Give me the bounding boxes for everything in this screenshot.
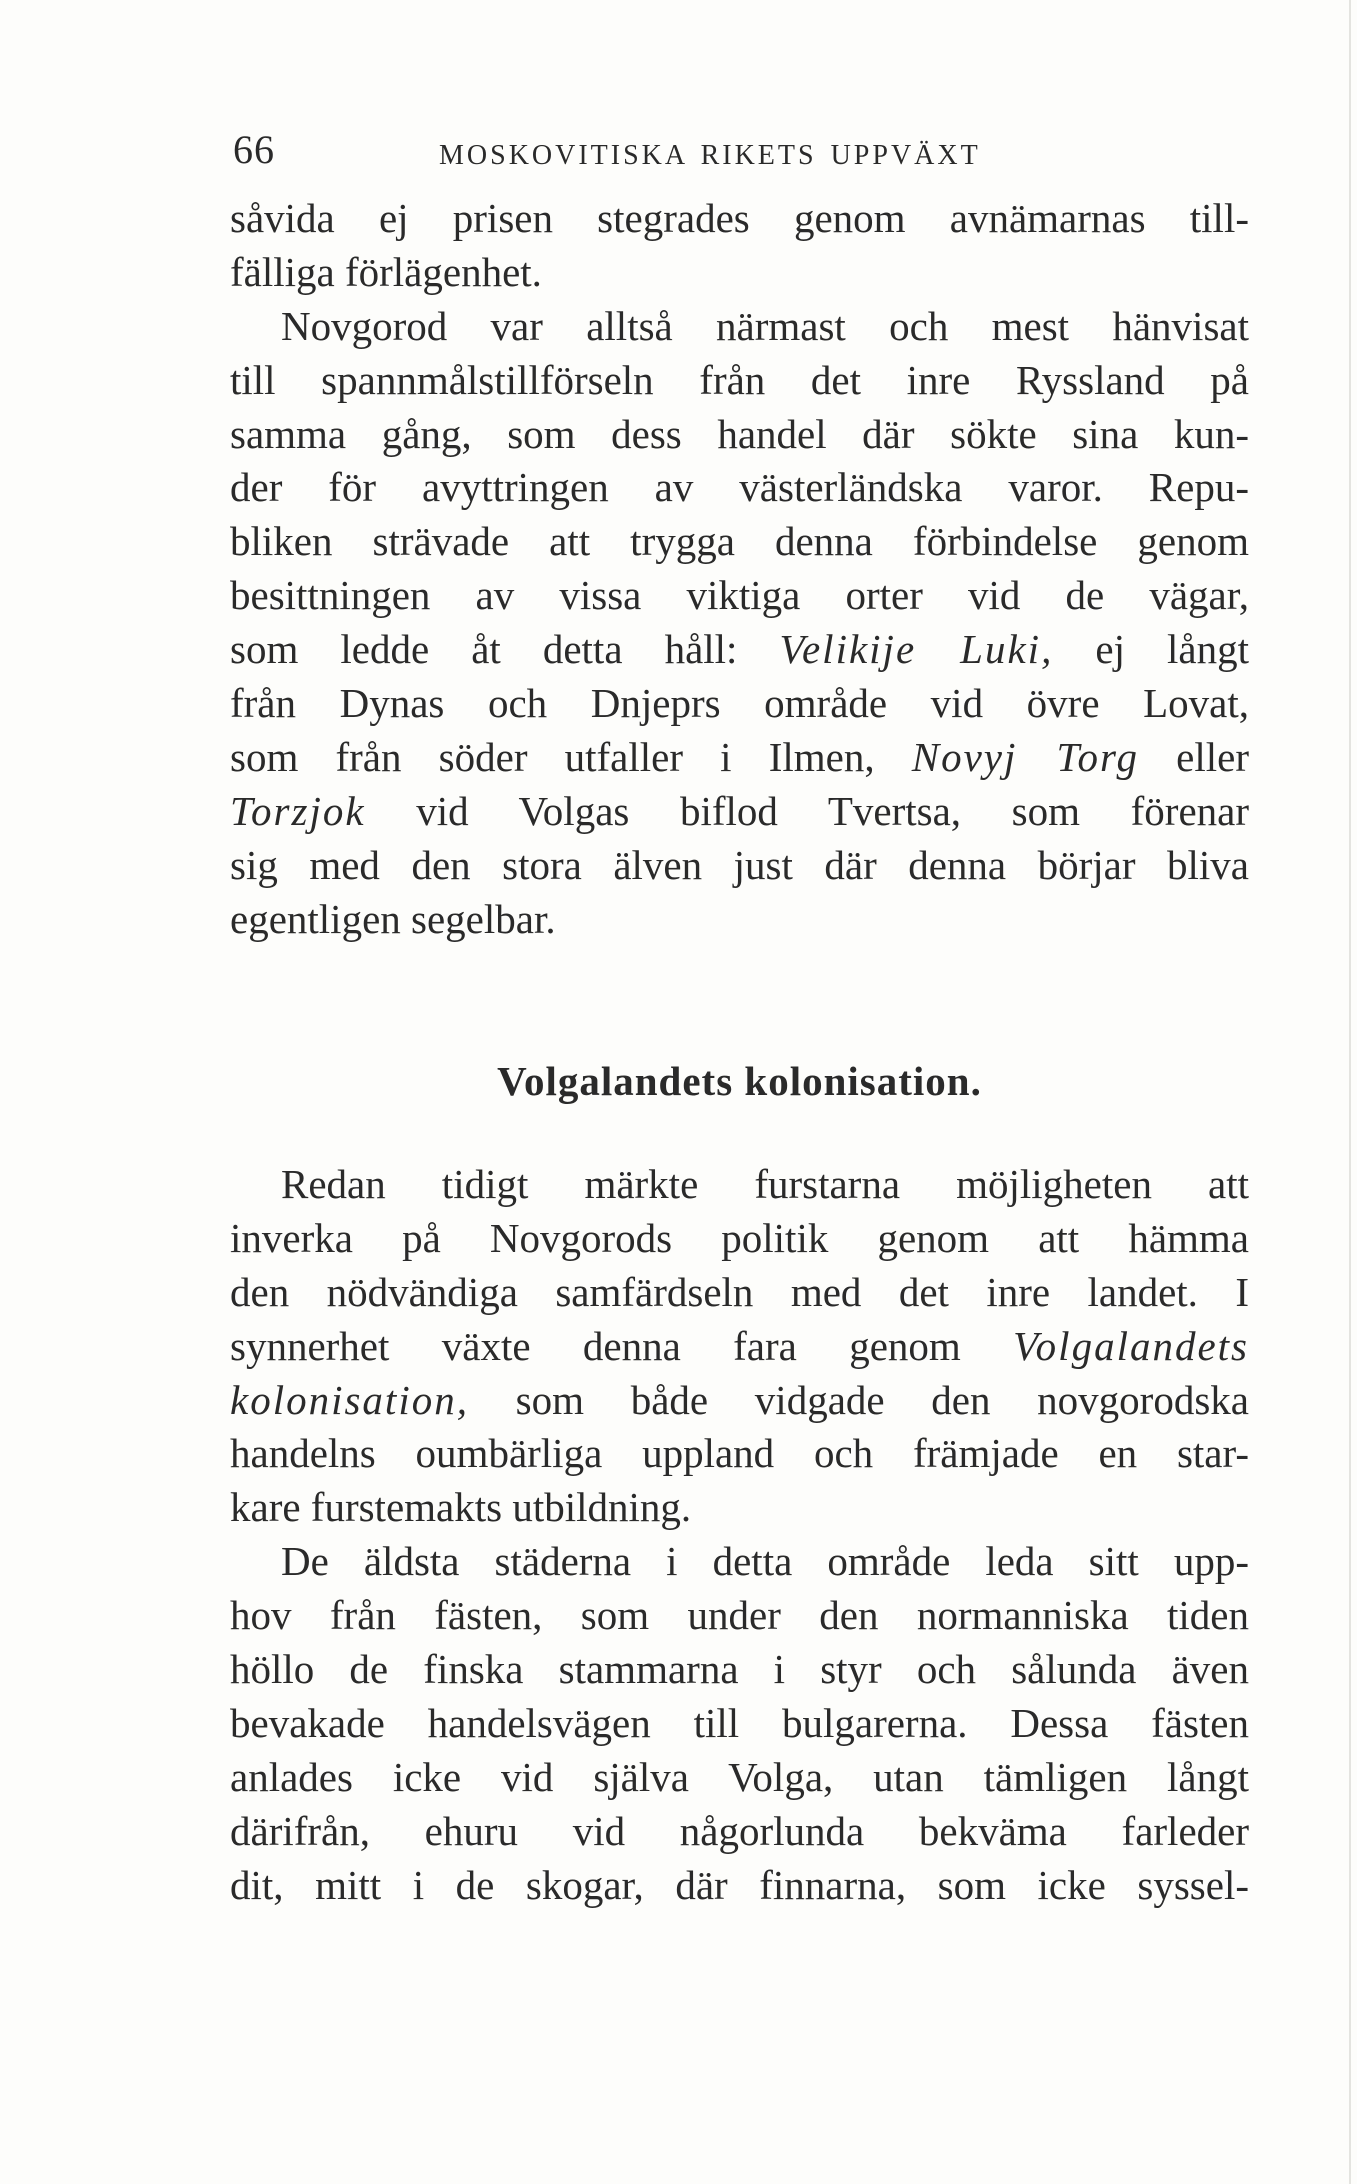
italic-term: Volgalandets (1013, 1322, 1249, 1369)
text-line: Torzjok vid Volgas biflod Tvertsa, som förenar (230, 787, 1249, 834)
page-edge (1349, 0, 1351, 2184)
italic-term: kolonisation, (230, 1376, 469, 1423)
text-line: besittningen av vissa viktiga orter vid de vägar, (230, 572, 1249, 619)
text-line: synnerhet växte denna fara genom Volgalandets (230, 1322, 1249, 1369)
text-line: inverka på Novgorods politik genom att hämma (230, 1214, 1249, 1261)
text-line: till spannmålstillförseln från det inre Ryssland på (230, 356, 1249, 403)
text-line: därifrån, ehuru vid någorlunda bekväma farleder (230, 1807, 1249, 1854)
running-head: MOSKOVITISKA RIKETS UPPVÄXT (439, 140, 981, 171)
text-line: der för avyttringen av västerländska varor. Repu- (230, 464, 1249, 511)
text-line: sig med den stora älven just där denna börjar bliva (230, 841, 1249, 888)
text-line: den nödvändiga samfärdseln med det inre landet. I (230, 1268, 1249, 1315)
text-line: höllo de finska stammarna i styr och sålunda även (230, 1646, 1249, 1693)
text-line: bevakade handelsvägen till bulgarerna. Dessa fästen (230, 1699, 1249, 1746)
text-line: bliken strävade att trygga denna förbindelse genom (230, 518, 1249, 565)
paragraph-block-1 (230, 192, 1249, 946)
text-line: som från söder utfaller i Ilmen, Novyj Torg eller (230, 733, 1249, 780)
text-line: handelns oumbärliga uppland och främjade en star- (230, 1430, 1249, 1477)
text-line: egentligen segelbar. (230, 895, 556, 942)
italic-place-name: Novyj Torg (911, 733, 1139, 780)
text-line: fälliga förlägenhet. (230, 248, 542, 295)
text-line: Redan tidigt märkte furstarna möjligheten att (281, 1161, 1249, 1207)
text-line: dit, mitt i de skogar, där finnarna, som icke syssel- (230, 1861, 1249, 1908)
paragraph-block-2 (230, 1158, 1249, 1912)
text-line: samma gång, som dess handel där sökte sina kun- (230, 410, 1249, 457)
text-line: som ledde åt detta håll: Velikije Luki, ej långt (230, 626, 1249, 673)
text-line: Novgorod var alltså närmast och mest hänvisat (281, 302, 1249, 349)
text-line: anlades icke vid själva Volga, utan tämligen långt (230, 1753, 1249, 1800)
text-line: kolonisation, som både vidgade den novgorodska (230, 1376, 1249, 1423)
italic-place-name: Velikije Luki, (779, 626, 1054, 673)
section-heading: Volgalandets kolonisation. (497, 1058, 982, 1104)
page-header (233, 120, 1133, 180)
text-line: från Dynas och Dnjeprs område vid övre Lovat, (230, 680, 1249, 727)
text-line: De äldsta städerna i detta område leda sitt upp- (281, 1538, 1249, 1585)
text-line: kare furstemakts utbildning. (230, 1484, 692, 1531)
text-line: hov från fästen, som under den normanniska tiden (230, 1592, 1249, 1639)
italic-place-name: Torzjok (230, 787, 366, 834)
text-line: såvida ej prisen stegrades genom avnämarnas till- (230, 195, 1249, 241)
page-number: 66 (233, 127, 275, 172)
